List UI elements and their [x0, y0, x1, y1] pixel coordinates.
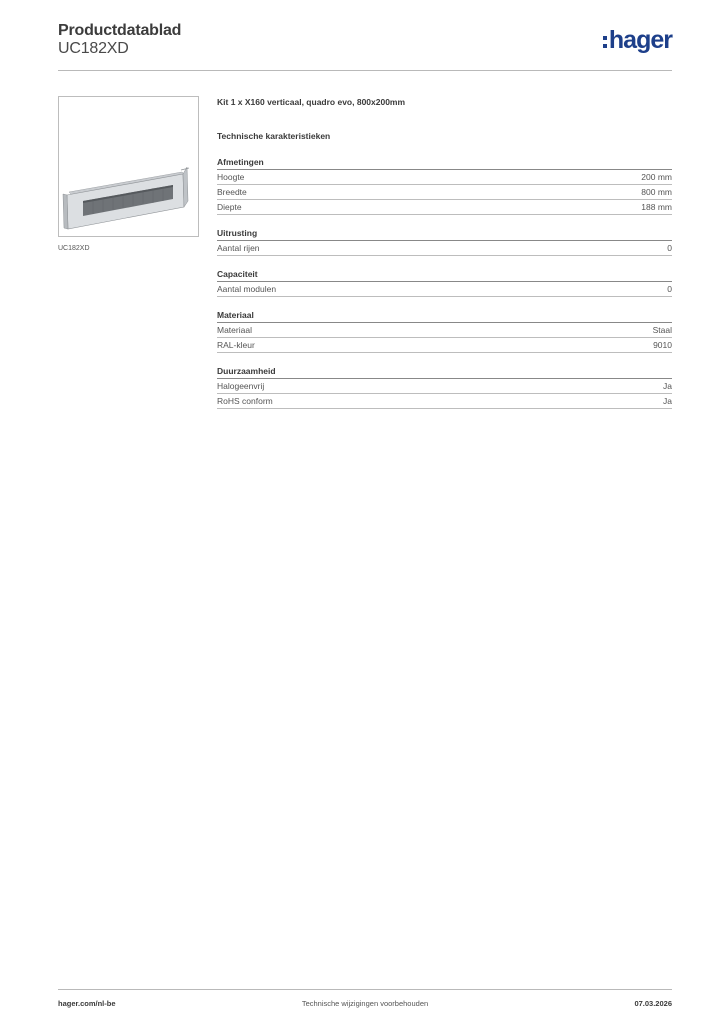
- spec-value: 9010: [653, 340, 672, 350]
- spec-row: [217, 282, 672, 297]
- spec-value: 188 mm: [641, 202, 672, 212]
- hager-logo: [603, 26, 672, 54]
- group-title: Capaciteit: [217, 268, 672, 282]
- spec-row: [217, 241, 672, 256]
- spec-value: Ja: [663, 396, 672, 406]
- product-image: [58, 96, 199, 237]
- spec-label: Aantal rijen: [217, 243, 260, 253]
- document-title: Productdatablad: [58, 22, 182, 39]
- spec-group-materiaal: [217, 309, 672, 353]
- group-title: Materiaal: [217, 309, 672, 323]
- spec-label: RoHS conform: [217, 396, 273, 406]
- spec-section-title: Technische karakteristieken: [217, 131, 331, 141]
- group-title: Afmetingen: [217, 156, 672, 170]
- footer-date: 07.03.2026: [634, 999, 672, 1008]
- spec-group-capaciteit: [217, 268, 672, 297]
- spec-label: Diepte: [217, 202, 242, 212]
- spec-value: Ja: [663, 381, 672, 391]
- product-description: Kit 1 x X160 verticaal, quadro evo, 800x200mm: [217, 97, 406, 107]
- spec-group-afmetingen: [217, 156, 672, 215]
- spec-label: Hoogte: [217, 172, 245, 182]
- spec-row: [217, 379, 672, 394]
- logo-colon-mark: [603, 36, 607, 48]
- logo-text: hager: [608, 26, 672, 54]
- spec-group-duurzaamheid: [217, 365, 672, 409]
- spec-label: Halogeenvrij: [217, 381, 265, 391]
- spec-row: [217, 394, 672, 409]
- spec-row: [217, 200, 672, 215]
- spec-value: Staal: [652, 325, 672, 335]
- spec-label: RAL-kleur: [217, 340, 255, 350]
- page-footer: [58, 989, 672, 1012]
- product-illustration: [59, 97, 198, 236]
- spec-value: 200 mm: [641, 172, 672, 182]
- footer-website-link[interactable]: hager.com/nl-be: [58, 999, 116, 1008]
- spec-label: Aantal modulen: [217, 284, 277, 294]
- product-code: UC182XD: [58, 40, 129, 57]
- group-title: Uitrusting: [217, 227, 672, 241]
- spec-row: [217, 185, 672, 200]
- spec-row: [217, 170, 672, 185]
- spec-content: [217, 96, 672, 409]
- footer-notice: Technische wijzigingen voorbehouden: [301, 999, 429, 1008]
- image-caption: UC182XD: [58, 245, 90, 252]
- spec-value: 0: [667, 243, 672, 253]
- spec-label: Breedte: [217, 187, 247, 197]
- spec-value: 800 mm: [641, 187, 672, 197]
- page-header: [58, 20, 672, 71]
- spec-row: [217, 323, 672, 338]
- spec-row: [217, 338, 672, 353]
- spec-group-uitrusting: [217, 227, 672, 256]
- spec-label: Materiaal: [217, 325, 252, 335]
- spec-value: 0: [667, 284, 672, 294]
- group-title: Duurzaamheid: [217, 365, 672, 379]
